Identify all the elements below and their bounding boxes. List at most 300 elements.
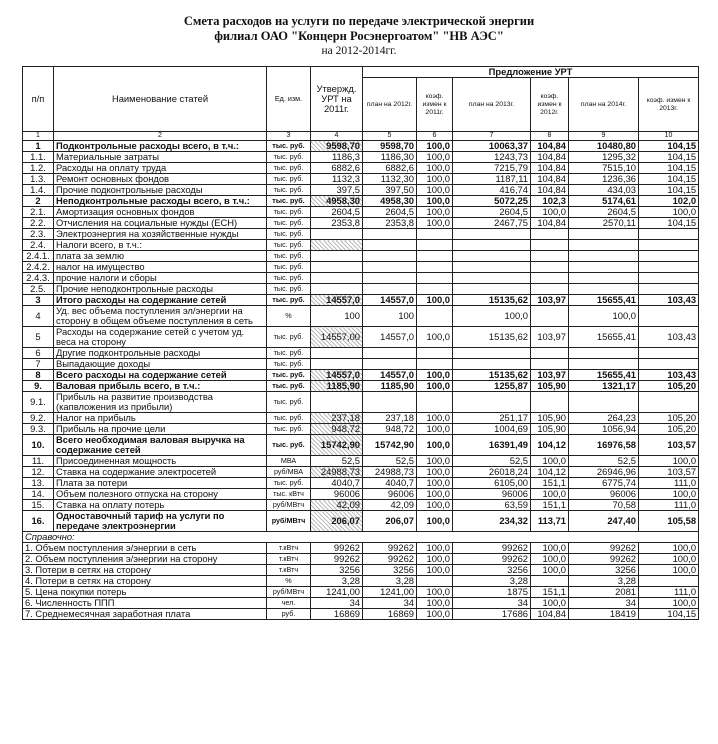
reference-unit: т.кВтч xyxy=(267,554,311,565)
row-value: 5174,61 xyxy=(569,196,639,207)
row-value: 63,59 xyxy=(453,500,531,511)
row-value: 15655,41 xyxy=(569,295,639,306)
row-value xyxy=(363,359,417,370)
reference-value: 100,0 xyxy=(531,554,569,565)
reference-value: 3256 xyxy=(453,565,531,576)
reference-value: 100,0 xyxy=(531,598,569,609)
row-value: 26018,24 xyxy=(453,467,531,478)
reference-value: 100,0 xyxy=(639,565,699,576)
reference-row xyxy=(23,598,699,609)
row-number: 3 xyxy=(23,295,54,306)
table-row xyxy=(23,370,699,381)
table-row xyxy=(23,174,699,185)
row-value: 4958,30 xyxy=(311,196,363,207)
row-value: 100 xyxy=(363,306,417,327)
row-number: 2.1. xyxy=(23,207,54,218)
row-value xyxy=(417,284,453,295)
row-value: 26946,96 xyxy=(569,467,639,478)
header-coef-2013: коэф. измен к 2013г. xyxy=(639,78,699,132)
table-row xyxy=(23,251,699,262)
column-number: 6 xyxy=(417,132,453,141)
row-value: 105,90 xyxy=(531,413,569,424)
row-value: 104,84 xyxy=(531,141,569,152)
reference-row xyxy=(23,543,699,554)
row-name: прочие налоги и сборы xyxy=(54,273,267,284)
reference-value xyxy=(531,576,569,587)
row-name: Объем полезного отпуска на сторону xyxy=(54,489,267,500)
row-unit: тыс. руб. xyxy=(267,424,311,435)
row-value: 100,0 xyxy=(417,152,453,163)
table-row xyxy=(23,327,699,348)
row-value: 100,0 xyxy=(417,196,453,207)
reference-value: 3,28 xyxy=(363,576,417,587)
row-unit: тыс. руб. xyxy=(267,413,311,424)
table-row xyxy=(23,218,699,229)
reference-value xyxy=(417,576,453,587)
row-value: 42,09 xyxy=(311,500,363,511)
header-coef-2012: коэф. измен к 2012г. xyxy=(531,78,569,132)
row-value: 1004,69 xyxy=(453,424,531,435)
row-value: 105,58 xyxy=(639,511,699,532)
table-row xyxy=(23,392,699,413)
reference-value: 99262 xyxy=(569,554,639,565)
row-value: 15742,90 xyxy=(311,435,363,456)
row-value xyxy=(639,284,699,295)
row-value: 104,15 xyxy=(639,174,699,185)
reference-value: 1241,00 xyxy=(363,587,417,598)
row-value xyxy=(531,348,569,359)
row-value: 4040,7 xyxy=(311,478,363,489)
header-coef-2011: коэф. измен к 2011г. xyxy=(417,78,453,132)
reference-value: 99262 xyxy=(311,543,363,554)
column-number: 3 xyxy=(267,132,311,141)
row-value xyxy=(417,273,453,284)
row-number: 2.2. xyxy=(23,218,54,229)
row-value: 100,0 xyxy=(417,207,453,218)
row-value: 100,0 xyxy=(569,306,639,327)
row-value: 104,84 xyxy=(531,152,569,163)
reference-value: 111,0 xyxy=(639,587,699,598)
table-row xyxy=(23,295,699,306)
table-row xyxy=(23,381,699,392)
row-value xyxy=(311,284,363,295)
table-row xyxy=(23,262,699,273)
row-value: 24988,73 xyxy=(363,467,417,478)
row-value: 4958,30 xyxy=(363,196,417,207)
row-value: 14557,0 xyxy=(363,327,417,348)
row-value: 103,97 xyxy=(531,295,569,306)
row-value: 103,97 xyxy=(531,327,569,348)
row-value xyxy=(453,251,531,262)
row-value: 104,84 xyxy=(531,185,569,196)
row-value: 151,1 xyxy=(531,478,569,489)
row-unit: тыс. руб. xyxy=(267,435,311,456)
row-value: 100,0 xyxy=(417,174,453,185)
row-value xyxy=(453,262,531,273)
header-approved: Утвержд. УРТ на 2011г. xyxy=(311,67,363,132)
row-name: Уд. вес объема поступления эл/энергии на сторону в общем объеме поступления в сеть xyxy=(54,306,267,327)
table-row xyxy=(23,435,699,456)
reference-value: 34 xyxy=(311,598,363,609)
row-value: 1321,17 xyxy=(569,381,639,392)
reference-value: 34 xyxy=(569,598,639,609)
reference-value: 99262 xyxy=(363,554,417,565)
reference-unit: т.кВтч xyxy=(267,543,311,554)
row-value: 15742,90 xyxy=(363,435,417,456)
column-number: 9 xyxy=(569,132,639,141)
row-value: 1132,3 xyxy=(311,174,363,185)
reference-name: 3. Потери в сетях на сторону xyxy=(23,565,267,576)
reference-value: 100,0 xyxy=(639,554,699,565)
reference-row xyxy=(23,609,699,620)
reference-value: 100,0 xyxy=(531,543,569,554)
row-value xyxy=(639,359,699,370)
row-value: 397,5 xyxy=(311,185,363,196)
row-value xyxy=(531,251,569,262)
row-value: 111,0 xyxy=(639,500,699,511)
row-value: 2353,8 xyxy=(311,218,363,229)
row-number: 7 xyxy=(23,359,54,370)
row-name: Всего необходимая валовая выручка на содержание сетей xyxy=(54,435,267,456)
row-unit: тыс. руб. xyxy=(267,478,311,489)
reference-value: 100,0 xyxy=(417,598,453,609)
row-number: 15. xyxy=(23,500,54,511)
row-value: 103,97 xyxy=(531,370,569,381)
row-value: 16976,58 xyxy=(569,435,639,456)
column-number: 10 xyxy=(639,132,699,141)
row-value xyxy=(569,240,639,251)
row-name: Плата за потери xyxy=(54,478,267,489)
row-number: 2.4.3. xyxy=(23,273,54,284)
row-value: 100,0 xyxy=(417,413,453,424)
row-name: Всего расходы на содержание сетей xyxy=(54,370,267,381)
row-unit: руб/МВтч xyxy=(267,500,311,511)
row-unit: тыс. кВтч xyxy=(267,489,311,500)
table-row xyxy=(23,500,699,511)
header-plan-2013: план на 2013г. xyxy=(453,78,531,132)
row-name: Присоединенная мощность xyxy=(54,456,267,467)
row-value: 104,15 xyxy=(639,152,699,163)
row-value: 14557,0 xyxy=(311,370,363,381)
row-value xyxy=(311,240,363,251)
row-value: 15135,62 xyxy=(453,370,531,381)
row-unit: тыс. руб. xyxy=(267,370,311,381)
reference-value: 104,84 xyxy=(531,609,569,620)
row-value: 100,0 xyxy=(417,218,453,229)
row-number: 2.5. xyxy=(23,284,54,295)
row-name: Одноставочный тариф на услуги по передаче электроэнергии xyxy=(54,511,267,532)
reference-row xyxy=(23,554,699,565)
reference-row xyxy=(23,587,699,598)
row-value: 6882,6 xyxy=(363,163,417,174)
reference-value: 99262 xyxy=(569,543,639,554)
row-value xyxy=(417,359,453,370)
row-value: 24988,73 xyxy=(311,467,363,478)
header-proposal: Предложение УРТ xyxy=(363,67,699,78)
row-value: 104,84 xyxy=(531,174,569,185)
row-value xyxy=(363,273,417,284)
row-value: 100,0 xyxy=(417,327,453,348)
row-number: 10. xyxy=(23,435,54,456)
row-value: 103,43 xyxy=(639,370,699,381)
row-value xyxy=(417,392,453,413)
row-unit: тыс. руб. xyxy=(267,141,311,152)
row-number: 9.1. xyxy=(23,392,54,413)
row-value: 100,0 xyxy=(639,456,699,467)
row-value: 14557,0 xyxy=(363,295,417,306)
header-unit: Ед. изм. xyxy=(267,67,311,132)
column-number: 1 xyxy=(23,132,54,141)
row-value xyxy=(569,284,639,295)
row-value: 100,0 xyxy=(417,163,453,174)
row-value: 100,0 xyxy=(453,306,531,327)
table-row xyxy=(23,196,699,207)
row-value: 1185,90 xyxy=(363,381,417,392)
row-value xyxy=(569,359,639,370)
reference-unit: чел. xyxy=(267,598,311,609)
row-value: 105,20 xyxy=(639,381,699,392)
document-subtitle: филиал ОАО "Концерн Росэнергоатом" "НВ АЭС" xyxy=(214,29,504,43)
row-value: 1186,30 xyxy=(363,152,417,163)
row-value: 100,0 xyxy=(417,489,453,500)
row-value: 1243,73 xyxy=(453,152,531,163)
row-value xyxy=(453,273,531,284)
row-value: 264,23 xyxy=(569,413,639,424)
table-row xyxy=(23,489,699,500)
row-name: плата за землю xyxy=(54,251,267,262)
row-name: налог на имущество xyxy=(54,262,267,273)
row-value xyxy=(417,240,453,251)
row-value: 100,0 xyxy=(531,456,569,467)
row-value: 100,0 xyxy=(417,141,453,152)
row-value: 6105,00 xyxy=(453,478,531,489)
row-name: Расходы на содержание сетей с учетом уд. веса на сторону xyxy=(54,327,267,348)
row-unit: тыс. руб. xyxy=(267,196,311,207)
row-value: 100,0 xyxy=(417,478,453,489)
row-unit: руб/МВтч xyxy=(267,511,311,532)
row-value: 5072,25 xyxy=(453,196,531,207)
reference-unit: т.кВтч xyxy=(267,565,311,576)
row-value xyxy=(311,359,363,370)
row-value xyxy=(363,251,417,262)
row-value: 397,50 xyxy=(363,185,417,196)
reference-value: 100,0 xyxy=(417,543,453,554)
row-value xyxy=(453,229,531,240)
reference-name: 7. Среднемесячная заработная плата xyxy=(23,609,267,620)
row-value: 103,57 xyxy=(639,467,699,478)
row-value xyxy=(311,262,363,273)
row-value xyxy=(453,359,531,370)
table-row xyxy=(23,413,699,424)
row-number: 11. xyxy=(23,456,54,467)
row-value: 2604,5 xyxy=(363,207,417,218)
reference-unit: руб/МВтч xyxy=(267,587,311,598)
row-unit: МВА xyxy=(267,456,311,467)
row-value: 104,12 xyxy=(531,435,569,456)
row-value: 104,15 xyxy=(639,141,699,152)
row-value xyxy=(417,306,453,327)
row-value: 113,71 xyxy=(531,511,569,532)
document-header xyxy=(0,0,718,59)
row-value: 1295,32 xyxy=(569,152,639,163)
row-value: 237,18 xyxy=(311,413,363,424)
row-value: 52,5 xyxy=(363,456,417,467)
row-value xyxy=(363,229,417,240)
row-value xyxy=(639,251,699,262)
row-value xyxy=(639,262,699,273)
row-value: 2604,5 xyxy=(569,207,639,218)
row-value xyxy=(417,251,453,262)
row-value xyxy=(639,348,699,359)
reference-value: 1875 xyxy=(453,587,531,598)
row-value: 15135,62 xyxy=(453,295,531,306)
row-name: Подконтрольные расходы всего, в т.ч.: xyxy=(54,141,267,152)
row-value: 237,18 xyxy=(363,413,417,424)
table-row xyxy=(23,348,699,359)
table-row xyxy=(23,456,699,467)
row-value: 2570,11 xyxy=(569,218,639,229)
reference-name: 6. Численность ППП xyxy=(23,598,267,609)
row-number: 1.2. xyxy=(23,163,54,174)
row-value: 416,74 xyxy=(453,185,531,196)
row-number: 8 xyxy=(23,370,54,381)
reference-unit: руб. xyxy=(267,609,311,620)
row-name: Налоги всего, в т.ч.: xyxy=(54,240,267,251)
row-unit: тыс. руб. xyxy=(267,348,311,359)
row-value xyxy=(311,273,363,284)
row-unit: тыс. руб. xyxy=(267,240,311,251)
reference-value: 3,28 xyxy=(569,576,639,587)
row-value xyxy=(639,273,699,284)
table-row xyxy=(23,467,699,478)
row-value: 104,15 xyxy=(639,185,699,196)
row-value: 105,20 xyxy=(639,424,699,435)
row-value xyxy=(417,348,453,359)
row-unit: тыс. руб. xyxy=(267,327,311,348)
reference-value: 3256 xyxy=(311,565,363,576)
row-value xyxy=(531,273,569,284)
row-number: 2 xyxy=(23,196,54,207)
row-value: 104,15 xyxy=(639,218,699,229)
row-unit: тыс. руб. xyxy=(267,295,311,306)
row-value: 15135,62 xyxy=(453,327,531,348)
reference-row xyxy=(23,565,699,576)
reference-value: 100,0 xyxy=(417,565,453,576)
row-name: Налог на прибыль xyxy=(54,413,267,424)
row-value: 100,0 xyxy=(417,456,453,467)
reference-value: 100,0 xyxy=(639,598,699,609)
row-value: 105,90 xyxy=(531,381,569,392)
reference-value: 18419 xyxy=(569,609,639,620)
row-value: 10480,80 xyxy=(569,141,639,152)
table-row xyxy=(23,185,699,196)
row-value: 16391,49 xyxy=(453,435,531,456)
table-row xyxy=(23,240,699,251)
row-value: 100,0 xyxy=(417,435,453,456)
row-value xyxy=(531,262,569,273)
reference-value: 100,0 xyxy=(417,587,453,598)
row-value: 70,58 xyxy=(569,500,639,511)
row-value xyxy=(363,240,417,251)
row-name: Отчисления на социальные нужды (ЕСН) xyxy=(54,218,267,229)
column-number: 4 xyxy=(311,132,363,141)
row-value: 2604,5 xyxy=(453,207,531,218)
row-number: 1 xyxy=(23,141,54,152)
row-value: 96006 xyxy=(453,489,531,500)
row-value xyxy=(453,240,531,251)
row-unit: тыс. руб. xyxy=(267,273,311,284)
table-row xyxy=(23,284,699,295)
row-unit: тыс. руб. xyxy=(267,207,311,218)
row-value xyxy=(569,392,639,413)
row-value: 15655,41 xyxy=(569,327,639,348)
row-value: 15655,41 xyxy=(569,370,639,381)
reference-value xyxy=(639,576,699,587)
reference-value: 3,28 xyxy=(311,576,363,587)
row-value xyxy=(311,229,363,240)
row-value: 234,32 xyxy=(453,511,531,532)
row-value: 4040,7 xyxy=(363,478,417,489)
row-value: 100,0 xyxy=(417,424,453,435)
row-value: 206,07 xyxy=(363,511,417,532)
row-value: 42,09 xyxy=(363,500,417,511)
column-number: 5 xyxy=(363,132,417,141)
reference-value: 104,15 xyxy=(639,609,699,620)
table-row xyxy=(23,273,699,284)
row-name: Другие подконтрольные расходы xyxy=(54,348,267,359)
row-value xyxy=(569,229,639,240)
reference-name: 2. Объем поступления э/энергии на сторону xyxy=(23,554,267,565)
row-number: 5 xyxy=(23,327,54,348)
table-row xyxy=(23,424,699,435)
reference-value: 1241,00 xyxy=(311,587,363,598)
row-name: Прочие подконтрольные расходы xyxy=(54,185,267,196)
row-value: 52,5 xyxy=(311,456,363,467)
row-value: 14557,0 xyxy=(311,295,363,306)
table-row xyxy=(23,511,699,532)
row-unit: тыс. руб. xyxy=(267,218,311,229)
row-value: 96006 xyxy=(569,489,639,500)
row-value: 105,20 xyxy=(639,413,699,424)
reference-value: 99262 xyxy=(453,554,531,565)
row-unit: тыс. руб. xyxy=(267,163,311,174)
document-title: Смета расходов на услуги по передаче электрической энергии xyxy=(183,14,535,28)
reference-value: 151,1 xyxy=(531,587,569,598)
reference-value: 99262 xyxy=(363,543,417,554)
row-value: 100,0 xyxy=(417,370,453,381)
table-row xyxy=(23,359,699,370)
row-value: 2467,75 xyxy=(453,218,531,229)
row-value: 100,0 xyxy=(417,500,453,511)
header-plan-2012: план на 2012г. xyxy=(363,78,417,132)
row-unit: тыс. руб. xyxy=(267,392,311,413)
reference-name: 4. Потери в сетях на сторону xyxy=(23,576,267,587)
row-value xyxy=(531,284,569,295)
row-name: Прибыль на прочие цели xyxy=(54,424,267,435)
row-value: 1186,3 xyxy=(311,152,363,163)
row-value: 103,43 xyxy=(639,295,699,306)
row-name: Прочие неподконтрольные расходы xyxy=(54,284,267,295)
row-value xyxy=(531,306,569,327)
row-value: 434,03 xyxy=(569,185,639,196)
row-value xyxy=(311,392,363,413)
row-value: 96006 xyxy=(311,489,363,500)
header-pp: п/п xyxy=(23,67,54,132)
row-number: 9. xyxy=(23,381,54,392)
row-name: Ставка на оплату потерь xyxy=(54,500,267,511)
row-value: 14557,0 xyxy=(363,370,417,381)
row-number: 2.3. xyxy=(23,229,54,240)
